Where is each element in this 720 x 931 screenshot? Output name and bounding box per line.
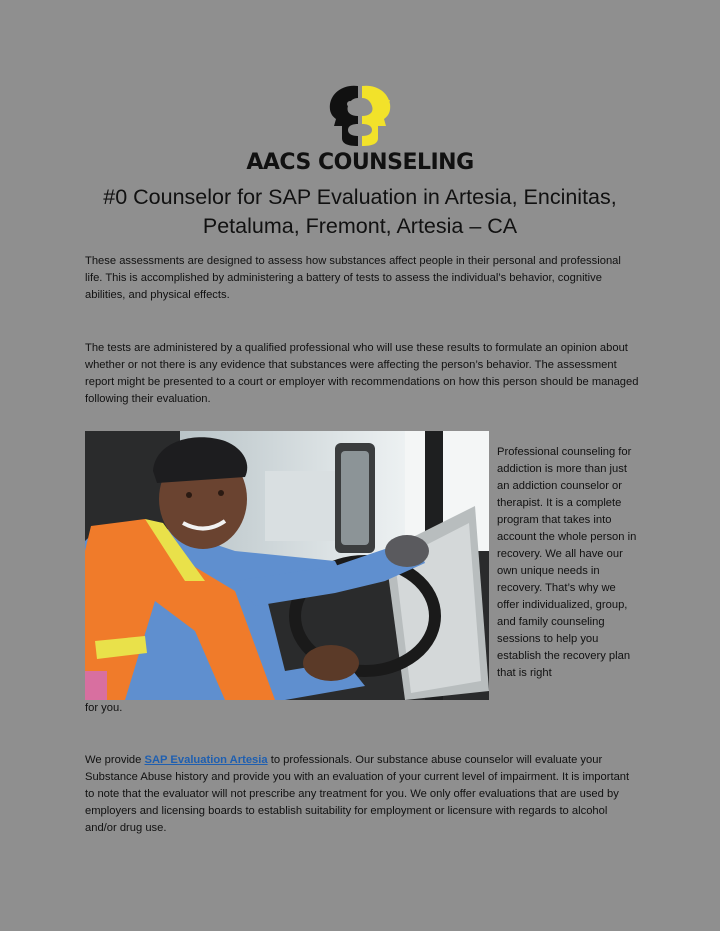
logo: [0, 82, 720, 175]
sap-evaluation-link[interactable]: SAP Evaluation Artesia: [144, 754, 268, 766]
tests-paragraph: The tests are administered by a qualified professional who will use these results to formulate an opinion about whether or not there is any evidence that substances were affecting the person’s behavior. The assessment report might be presented to a court or employer with recommendations on how this person should be managed following their evaluation.: [85, 342, 639, 405]
truck-driver-photo: [85, 431, 489, 700]
counseling-paragraph: Professional counseling for addiction is more than just an addiction counselor or therapist. It is a complete program that takes into account the whole person in recovery. We all have our own unique needs in recovery. That’s why we offer individualized, group, and family counseling sessions to help you establish the recovery plan that is right: [497, 446, 637, 679]
services-text-end: to professionals. Our substance abuse counselor will evaluate your Substance Abuse history and provide you with an evaluation of your current level of impairment. It is important to note that the evaluator will not prescribe any treatment for you. We only offer evaluations that are used by employers and licensing boards to establish suitability for employment or licensure with regards to alcohol and/or drug use.: [85, 754, 630, 834]
counseling-paragraph-tail: for you.: [85, 702, 123, 714]
truck-driver-image: [85, 431, 489, 700]
brand-name: AACS COUNSELING: [246, 150, 474, 175]
intro-paragraph: These assessments are designed to assess how substances affect people in their personal and professional life. This is accomplished by administering a battery of tests to assess the individual’s behavior, cognitive abilities, and physical effects.: [85, 255, 621, 301]
logo-heads-icon: [320, 82, 400, 152]
services-paragraph: [85, 752, 640, 837]
page-title: #0 Counselor for SAP Evaluation in Artesia, Encinitas, Petaluma, Fremont, Artesia – CA: [103, 185, 617, 238]
services-text-start: We provide: [85, 754, 145, 766]
